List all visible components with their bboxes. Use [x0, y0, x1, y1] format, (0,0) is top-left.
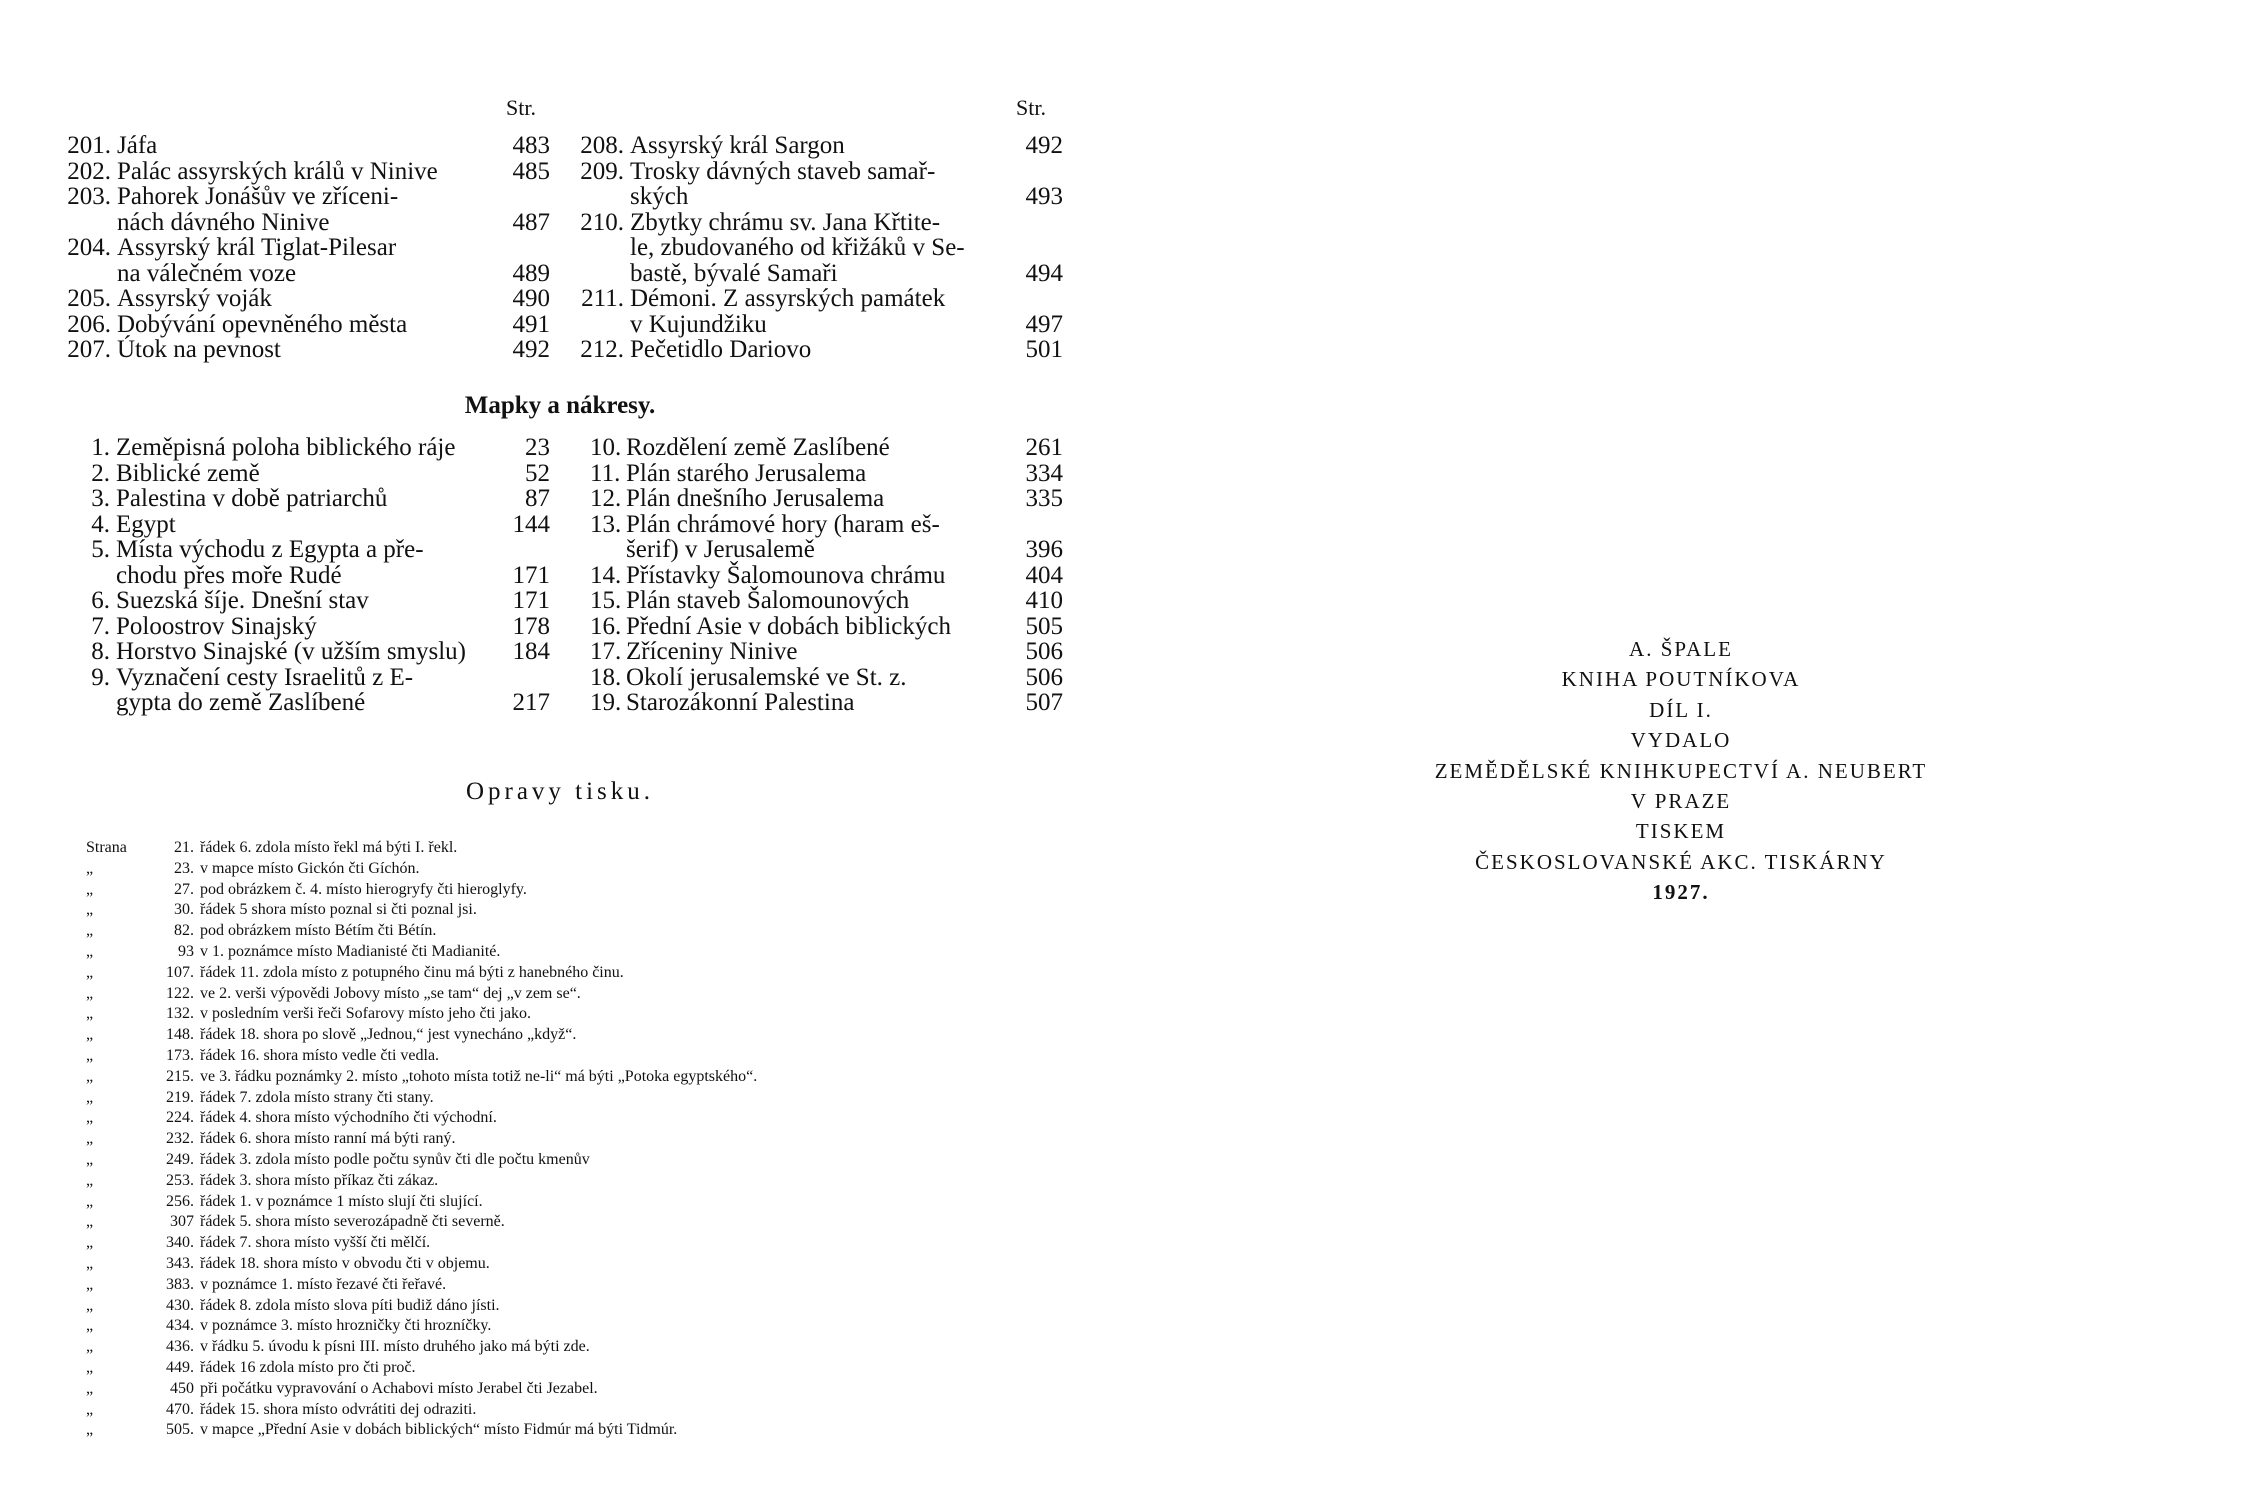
- errata-page: 470.: [166, 1400, 194, 1418]
- errata-correction: v řádku 5. úvodu k písni III. místo druhého jako má býti zde.: [200, 1338, 590, 1356]
- errata-label: „: [86, 922, 94, 940]
- entry-page: 490: [512, 285, 550, 312]
- printed-by-label: TISKEM: [1635, 819, 1727, 844]
- errata-row: [86, 1046, 1086, 1067]
- index-entry-line: [55, 337, 550, 363]
- entry-title: Egypt: [116, 510, 176, 538]
- entry-page: 184: [512, 638, 550, 665]
- errata-page: 148.: [166, 1026, 194, 1044]
- errata-row: [86, 1316, 1086, 1337]
- index-entry-line: [80, 588, 550, 614]
- entry-number: 204.: [67, 234, 111, 261]
- errata-page: 27.: [174, 880, 194, 898]
- errata-correction: řádek 16. shora místo vedle čti vedla.: [200, 1046, 440, 1064]
- entry-number: 210.: [580, 208, 624, 236]
- entry-page: 506: [1025, 638, 1063, 665]
- errata-page: 253.: [166, 1171, 194, 1189]
- errata-row: [86, 1150, 1086, 1171]
- errata-correction: řádek 7. zdola místo strany čti stany.: [200, 1088, 434, 1106]
- index-entry-line: [590, 435, 1063, 461]
- entry-title: Zříceniny Ninive: [626, 638, 798, 665]
- errata-row: [86, 1358, 1086, 1379]
- index-entry-line: [590, 614, 1063, 640]
- errata-correction: řádek 16 zdola místo pro čti proč.: [200, 1358, 416, 1376]
- errata-row: [86, 942, 1086, 963]
- errata-label: „: [86, 1192, 94, 1210]
- errata-page: 340.: [166, 1234, 194, 1252]
- index-entry-line: [80, 537, 550, 563]
- printer-name: ČESKOSLOVANSKÉ AKC. TISKÁRNY: [1475, 849, 1887, 874]
- entry-page: 492: [512, 336, 550, 363]
- index-entry-line: [568, 210, 1063, 236]
- index-entry-line: [80, 614, 550, 640]
- book-title: KNIHA POUTNÍKOVA: [1561, 667, 1801, 692]
- errata-label: „: [86, 1379, 94, 1397]
- errata-row: [86, 859, 1086, 880]
- index-entry-line: [568, 133, 1063, 159]
- errata-label: „: [86, 1254, 94, 1272]
- entry-number: 212.: [580, 336, 624, 363]
- errata-page: 23.: [174, 859, 194, 877]
- errata-row: [86, 921, 1086, 942]
- index-entry-line: [590, 588, 1063, 614]
- errata-page: 430.: [166, 1296, 194, 1314]
- errata-correction: v poznámce 3. místo hrozničky čti hrozníčky.: [200, 1317, 492, 1335]
- published-by-label: VYDALO: [1630, 728, 1732, 753]
- errata-label: „: [86, 1234, 94, 1252]
- errata-page: 434.: [166, 1317, 194, 1335]
- index-entry-line: [55, 159, 550, 185]
- entry-number: 207.: [67, 336, 111, 363]
- errata-label: „: [86, 901, 94, 919]
- entry-title: Zeměpisná poloha biblického ráje: [116, 434, 456, 461]
- errata-correction: v mapce „Přední Asie v dobách biblických“ místo Fidmúr má býti Tidmúr.: [200, 1421, 678, 1439]
- errata-page: 30.: [174, 901, 194, 919]
- entry-page: 493: [1025, 183, 1063, 210]
- errata-correction: řádek 3. zdola místo podle počtu synův čti dle počtu kmenův: [200, 1150, 590, 1168]
- right-page: [1120, 0, 2242, 1500]
- index-entry-line: [55, 261, 550, 287]
- entry-number: 211.: [581, 285, 624, 312]
- errata-label: „: [86, 859, 94, 877]
- entry-title: gypta do země Zaslíbené: [116, 689, 366, 716]
- errata-page: 21.: [174, 839, 194, 856]
- errata-correction: řádek 18. shora místo v obvodu čti v objemu.: [200, 1254, 490, 1272]
- errata-label: „: [86, 880, 94, 898]
- maps-heading: Mapky a nákresy.: [464, 392, 656, 419]
- entry-title: Pahorek Jonášův ve zříceni-: [117, 183, 399, 210]
- index-entry-line: [55, 286, 550, 312]
- entry-number: 2.: [91, 459, 110, 487]
- index-entry-line: [80, 690, 550, 716]
- entry-number: 1.: [91, 434, 110, 461]
- index-entry-line: [590, 563, 1063, 589]
- entry-title: Útok na pevnost: [117, 336, 281, 363]
- entry-page: 144: [512, 510, 550, 538]
- entry-number: 8.: [91, 638, 110, 665]
- entry-title: Plán staveb Šalomounových: [626, 587, 910, 614]
- entry-page: 492: [1025, 132, 1063, 159]
- entry-title: Vyznačení cesty Israelitů z E-: [116, 663, 414, 691]
- entry-number: 4.: [91, 510, 110, 538]
- maps-index-left-column: [80, 435, 550, 716]
- errata-correction: v 1. poznámce místo Madianisté čti Madianité.: [200, 942, 501, 960]
- errata-page: 256.: [166, 1192, 194, 1210]
- errata-row: [86, 1025, 1086, 1046]
- errata-row: [86, 1088, 1086, 1109]
- index-entry-line: [590, 639, 1063, 665]
- errata-row: [86, 1420, 1086, 1441]
- index-entry-line: [80, 665, 550, 691]
- entry-title: na válečném voze: [117, 259, 297, 287]
- figure-index-left-column: [55, 133, 550, 363]
- volume-label: DÍL I.: [1649, 697, 1713, 722]
- publication-city: V PRAZE: [1630, 789, 1732, 814]
- entry-number: 16.: [590, 612, 622, 640]
- errata-page: 93: [178, 942, 194, 960]
- entry-page: 87: [525, 485, 550, 512]
- errata-correction: ve 2. verši výpovědi Jobovy místo „se tam“ dej „v zem se“.: [200, 984, 581, 1002]
- maps-index-right-column: [590, 435, 1063, 716]
- index-entry-line: [568, 235, 1063, 261]
- index-entry-line: [568, 337, 1063, 363]
- errata-page: 215.: [166, 1067, 194, 1085]
- errata-correction: v posledním verši řeči Sofarovy místo jeho čti jako.: [200, 1005, 532, 1023]
- errata-label: „: [86, 1067, 94, 1085]
- errata-page: 505.: [166, 1421, 194, 1439]
- entry-page: 497: [1025, 310, 1063, 338]
- errata-page: 383.: [166, 1275, 194, 1293]
- entry-page: 52: [525, 459, 550, 487]
- errata-label: „: [86, 1088, 94, 1106]
- errata-label: „: [86, 1109, 94, 1127]
- entry-number: 11.: [590, 459, 621, 487]
- entry-number: 5.: [91, 536, 110, 563]
- errata-row: [86, 1212, 1086, 1233]
- errata-page: 232.: [166, 1130, 194, 1148]
- entry-title: Plán dnešního Jerusalema: [626, 485, 885, 512]
- errata-row: [86, 1192, 1086, 1213]
- errata-heading: Opravy tisku.: [465, 778, 655, 805]
- entry-number: 12.: [590, 485, 622, 512]
- errata-row: [86, 900, 1086, 921]
- entry-title: Assyrský král Tiglat-Pilesar: [117, 234, 397, 261]
- errata-correction: řádek 4. shora místo východního čti východní.: [200, 1109, 497, 1127]
- index-entry-line: [55, 235, 550, 261]
- errata-correction: řádek 5 shora místo poznal si čti poznal jsi.: [200, 901, 477, 919]
- errata-row: [86, 1004, 1086, 1025]
- entry-page: 23: [525, 434, 550, 461]
- index-page-column-header: Str.: [1016, 95, 1046, 120]
- entry-page: 261: [1025, 434, 1063, 461]
- entry-title: Poloostrov Sinajský: [116, 612, 317, 640]
- entry-number: 7.: [91, 612, 110, 640]
- errata-label: „: [86, 1317, 94, 1335]
- index-entry-line: [80, 461, 550, 487]
- index-page-column-header: Str.: [506, 95, 536, 120]
- errata-page: 224.: [166, 1109, 194, 1127]
- entry-title: bastě, bývalé Samaři: [630, 259, 838, 287]
- errata-page: 219.: [166, 1088, 194, 1106]
- errata-label: „: [86, 1275, 94, 1293]
- entry-title: Zbytky chrámu sv. Jana Křtite-: [630, 208, 941, 236]
- errata-page: 173.: [166, 1046, 194, 1064]
- entry-title: Démoni. Z assyrských památek: [630, 285, 946, 312]
- index-entry-line: [590, 665, 1063, 691]
- errata-row: [86, 1171, 1086, 1192]
- entry-page: 483: [512, 132, 550, 159]
- index-entry-line: [568, 286, 1063, 312]
- entry-title: Rozdělení země Zaslíbené: [626, 434, 890, 461]
- entry-title: Pečetidlo Dariovo: [630, 336, 812, 363]
- author-name: A. ŠPALE: [1629, 637, 1733, 661]
- index-entry-line: [568, 184, 1063, 210]
- entry-title: Assyrský král Sargon: [630, 132, 845, 159]
- index-entry-line: [590, 512, 1063, 538]
- errata-label: „: [86, 1338, 94, 1356]
- entry-title: šerif) v Jerusalemě: [626, 536, 815, 563]
- errata-label: „: [86, 942, 94, 960]
- entry-number: 205.: [67, 285, 111, 312]
- entry-page: 489: [512, 259, 550, 287]
- entry-title: Plán chrámové hory (haram eš-: [626, 510, 940, 538]
- entry-page: 178: [512, 612, 550, 640]
- errata-correction: ve 3. řádku poznámky 2. místo „tohoto místa totiž ne-li“ má býti „Potoka egyptského“.: [200, 1067, 758, 1085]
- errata-correction: řádek 6. shora místo ranní má býti raný.: [200, 1130, 456, 1148]
- index-entry-line: [55, 210, 550, 236]
- errata-label: „: [86, 984, 94, 1002]
- index-entry-line: [80, 639, 550, 665]
- errata-label: Strana: [86, 839, 127, 856]
- errata-correction: řádek 5. shora místo severozápadně čti severně.: [200, 1213, 505, 1231]
- index-entry-line: [55, 312, 550, 338]
- entry-number: 201.: [67, 132, 111, 159]
- entry-title: Horstvo Sinajské (v užším smyslu): [116, 638, 466, 665]
- entry-number: 3.: [91, 485, 110, 512]
- entry-page: 171: [512, 561, 550, 589]
- entry-title: Starozákonní Palestina: [626, 689, 855, 716]
- entry-page: 335: [1025, 485, 1063, 512]
- errata-row: [86, 1108, 1086, 1129]
- errata-row: [86, 1400, 1086, 1421]
- index-entry-line: [590, 690, 1063, 716]
- entry-number: 15.: [590, 587, 622, 614]
- errata-label: „: [86, 1296, 94, 1314]
- entry-number: 9.: [91, 663, 110, 691]
- errata-row: [86, 1254, 1086, 1275]
- index-entry-line: [590, 486, 1063, 512]
- entry-number: 19.: [590, 689, 622, 716]
- entry-number: 206.: [67, 310, 111, 338]
- errata-correction: řádek 15. shora místo odvrátiti dej odraziti.: [200, 1400, 477, 1418]
- errata-correction: řádek 7. shora místo vyšší čti mělčí.: [200, 1234, 431, 1252]
- entry-title: Plán starého Jerusalema: [626, 459, 867, 487]
- errata-page: 449.: [166, 1358, 194, 1376]
- left-page: [0, 0, 1120, 1500]
- entry-title: Biblické země: [116, 459, 260, 487]
- entry-number: 202.: [67, 157, 111, 185]
- entry-page: 410: [1025, 587, 1063, 614]
- entry-number: 14.: [590, 561, 622, 589]
- errata-label: „: [86, 1421, 94, 1439]
- entry-title: Palestina v době patriarchů: [116, 485, 388, 512]
- errata-label: „: [86, 1130, 94, 1148]
- index-entry-line: [568, 159, 1063, 185]
- errata-row: [86, 838, 1086, 859]
- errata-page: 122.: [166, 984, 194, 1002]
- errata-page: 107.: [166, 963, 194, 981]
- entry-title: Okolí jerusalemské ve St. z.: [626, 663, 907, 691]
- errata-row: [86, 1275, 1086, 1296]
- entry-page: 485: [512, 157, 550, 185]
- errata-correction: v poznámce 1. místo řezavé čti řeřavé.: [200, 1275, 447, 1293]
- errata-correction: řádek 11. zdola místo z potupného činu má býti z hanebného činu.: [200, 963, 624, 981]
- entry-title: v Kujundžiku: [630, 310, 767, 338]
- entry-title: Trosky dávných staveb samař-: [630, 157, 936, 185]
- errata-page: 343.: [166, 1254, 194, 1272]
- entry-number: 13.: [590, 510, 622, 538]
- errata-label: „: [86, 1400, 94, 1418]
- figure-index-right-column: [568, 133, 1063, 363]
- entry-title: Dobývání opevněného města: [117, 310, 408, 338]
- errata-row: [86, 1337, 1086, 1358]
- errata-correction: pod obrázkem místo Bétím čti Bétín.: [200, 922, 437, 940]
- entry-number: 10.: [590, 434, 622, 461]
- entry-title: Assyrský voják: [117, 285, 272, 312]
- errata-row: [86, 1379, 1086, 1400]
- index-entry-line: [80, 512, 550, 538]
- entry-page: 396: [1025, 536, 1063, 563]
- errata-label: „: [86, 1005, 94, 1023]
- entry-page: 171: [512, 587, 550, 614]
- entry-title: ských: [630, 183, 689, 210]
- entry-number: 17.: [590, 638, 622, 665]
- errata-label: „: [86, 1150, 94, 1168]
- errata-label: „: [86, 1213, 94, 1231]
- index-entry-line: [568, 312, 1063, 338]
- entry-title: Přední Asie v dobách biblických: [626, 612, 951, 640]
- errata-list: [86, 838, 1086, 1441]
- entry-number: 208.: [580, 132, 624, 159]
- index-entry-line: [80, 563, 550, 589]
- entry-page: 506: [1025, 663, 1063, 691]
- entry-page: 404: [1025, 561, 1063, 589]
- errata-row: [86, 984, 1086, 1005]
- title-imprint: [1120, 634, 2242, 908]
- index-entry-line: [55, 184, 550, 210]
- entry-title: chodu přes moře Rudé: [116, 561, 342, 589]
- errata-page: 249.: [166, 1150, 194, 1168]
- errata-row: [86, 963, 1086, 984]
- errata-correction: při počátku vypravování o Achabovi místo Jerabel čti Jezabel.: [200, 1379, 598, 1397]
- errata-row: [86, 1067, 1086, 1088]
- entry-title: Jáfa: [117, 132, 158, 159]
- entry-number: 209.: [580, 157, 624, 185]
- entry-title: le, zbudovaného od křižáků v Se-: [630, 234, 965, 261]
- entry-page: 334: [1025, 459, 1063, 487]
- entry-title: Palác assyrských králů v Ninive: [117, 157, 438, 185]
- errata-page: 436.: [166, 1338, 194, 1356]
- index-entry-line: [590, 461, 1063, 487]
- entry-title: Suezská šíje. Dnešní stav: [116, 587, 369, 614]
- index-entry-line: [568, 261, 1063, 287]
- entry-page: 494: [1025, 259, 1063, 287]
- entry-page: 505: [1025, 612, 1063, 640]
- errata-row: [86, 1296, 1086, 1317]
- errata-page: 307: [170, 1213, 194, 1231]
- entry-page: 487: [512, 208, 550, 236]
- index-entry-line: [590, 537, 1063, 563]
- entry-page: 491: [512, 310, 550, 338]
- errata-row: [86, 1129, 1086, 1150]
- entry-title: Místa východu z Egypta a pře-: [116, 536, 424, 563]
- entry-page: 507: [1025, 689, 1063, 716]
- index-entry-line: [80, 435, 550, 461]
- entry-number: 6.: [91, 587, 110, 614]
- entry-number: 18.: [590, 663, 622, 691]
- publication-year: 1927.: [1652, 880, 1710, 905]
- errata-correction: v mapce místo Gickón čti Gíchón.: [200, 859, 420, 877]
- entry-title: nách dávného Ninive: [117, 208, 330, 236]
- errata-label: „: [86, 963, 94, 981]
- entry-page: 501: [1025, 336, 1063, 363]
- errata-row: [86, 1233, 1086, 1254]
- errata-correction: řádek 3. shora místo příkaz čti zákaz.: [200, 1171, 439, 1189]
- entry-title: Přístavky Šalomounova chrámu: [626, 561, 946, 589]
- errata-correction: řádek 6. zdola místo řekl má býti I. řekl.: [200, 839, 458, 856]
- errata-correction: řádek 18. shora po slově „Jednou,“ jest vynecháno „když“.: [200, 1026, 577, 1044]
- errata-page: 132.: [166, 1005, 194, 1023]
- errata-label: „: [86, 1358, 94, 1376]
- entry-page: 217: [512, 689, 550, 716]
- errata-correction: pod obrázkem č. 4. místo hierogryfy čti hieroglyfy.: [200, 880, 527, 898]
- errata-label: „: [86, 1171, 94, 1189]
- errata-correction: řádek 1. v poznámce 1 místo slují čti slující.: [200, 1192, 483, 1210]
- index-entry-line: [55, 133, 550, 159]
- errata-correction: řádek 8. zdola místo slova píti budiž dáno jísti.: [200, 1296, 500, 1314]
- entry-number: 203.: [67, 183, 111, 210]
- errata-page: 82.: [174, 922, 194, 940]
- index-entry-line: [80, 486, 550, 512]
- errata-label: „: [86, 1026, 94, 1044]
- publisher-name: ZEMĚDĚLSKÉ KNIHKUPECTVÍ A. NEUBERT: [1434, 758, 1928, 783]
- errata-row: [86, 880, 1086, 901]
- errata-label: „: [86, 1046, 94, 1064]
- errata-page: 450: [170, 1379, 194, 1397]
